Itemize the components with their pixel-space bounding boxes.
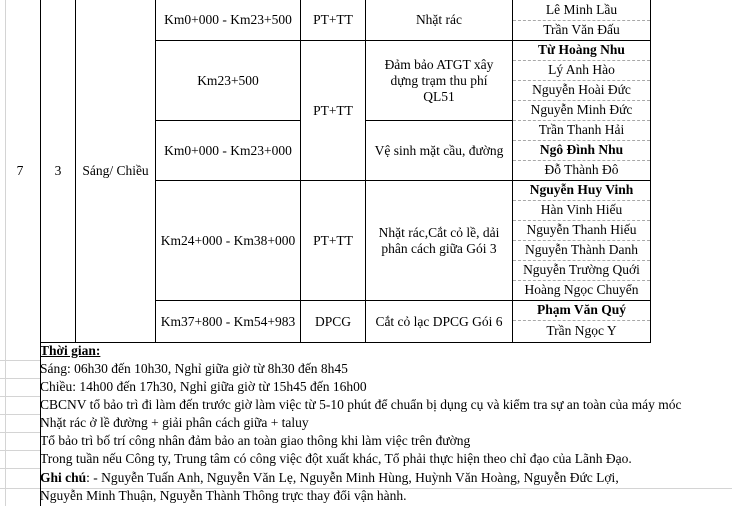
grid-line (0, 432, 40, 433)
note-ghichu-cont[interactable]: Nguyễn Minh Thuận, Nguyễn Thành Thông trực thay đổi vận hành. (40, 488, 407, 503)
grid-line (0, 414, 40, 415)
worker-name[interactable]: Nguyễn Hoài Đức (532, 82, 631, 97)
note-safety[interactable]: Tổ bảo trì bố trí công nhân đảm bảo an toàn giao thông khi làm việc trên đường (40, 433, 471, 448)
worker-name-lead[interactable]: Nguyễn Huy Vinh (529, 182, 634, 197)
ghichu-label: Ghi chú (40, 470, 87, 485)
task-cell[interactable]: Nhặt rác,Cắt cỏ lề, dải phân cách giữa Gói 3 (378, 224, 500, 256)
task-cell[interactable]: Vệ sinh mặt cầu, đường (374, 142, 504, 158)
worker-name[interactable]: Trần Ngọc Y (546, 323, 617, 338)
worker-name-lead[interactable]: Ngô Đình Nhu (539, 142, 624, 157)
worker-name[interactable]: Nguyễn Thanh Hiếu (526, 222, 637, 237)
route-cell[interactable]: Km37+800 - Km54+983 (160, 313, 296, 329)
grid-line (0, 450, 40, 451)
shift-cell[interactable]: Sáng/ Chiều (82, 163, 149, 178)
task-cell[interactable]: Nhặt rác (415, 12, 463, 27)
worker-name[interactable]: Nguyễn Minh Đức (530, 102, 633, 117)
grid-line (0, 468, 40, 469)
time-heading[interactable]: Thời gian: (40, 343, 101, 358)
group-cell[interactable]: 3 (54, 163, 62, 178)
worker-name-lead[interactable]: Từ Hoàng Nhu (538, 42, 625, 57)
method-cell[interactable]: PT+TT (313, 102, 353, 118)
worker-name[interactable]: Nguyễn Thành Danh (525, 242, 638, 257)
worker-name[interactable]: Hoàng Ngọc Chuyển (524, 282, 639, 297)
method-cell[interactable]: PT+TT (313, 232, 353, 248)
route-cell[interactable]: Km0+000 - Km23+500 (164, 12, 292, 27)
grid-line (0, 360, 40, 361)
worker-name[interactable]: Lê Minh Lầu (545, 2, 618, 17)
route-cell[interactable]: Km23+500 (197, 72, 259, 88)
worker-name[interactable]: Nguyễn Trường Quới (523, 262, 640, 277)
note-ghichu[interactable] (40, 469, 619, 487)
method-cell[interactable]: PT+TT (313, 12, 353, 27)
task-cell[interactable]: Đảm bảo ATGT xây dựng trạm thu phí QL51 (384, 56, 494, 104)
worker-name[interactable]: Lý Anh Hào (548, 62, 615, 77)
route-cell[interactable]: Km24+000 - Km38+000 (160, 232, 296, 248)
stt-cell[interactable]: 7 (16, 163, 24, 178)
task-cell[interactable]: Cắt cỏ lạc DPCG Gói 6 (375, 313, 503, 329)
note-afternoon[interactable]: Chiều: 14h00 đến 17h30, Nghỉ giữa giờ từ 15h45 đến 16h00 (40, 379, 367, 394)
worker-name[interactable]: Trần Thanh Hải (538, 122, 625, 137)
grid-line (0, 378, 40, 379)
route-cell[interactable]: Km0+000 - Km23+000 (164, 142, 292, 158)
note-trash[interactable]: Nhặt rác ở lề đường + giải phân cách giữa + taluy (40, 415, 309, 430)
worker-name[interactable]: Trần Văn Đấu (543, 22, 620, 37)
ghichu-line1: : - Nguyễn Tuấn Anh, Nguyễn Văn Lẹ, Nguyễn Minh Hùng, Huỳnh Văn Hoàng, Nguyễn Đức Lợi, (86, 470, 619, 485)
worker-name[interactable]: Hàn Vinh Hiếu (540, 202, 623, 217)
note-morning[interactable]: Sáng: 06h30 đến 10h30, Nghỉ giữa giờ từ 8h30 đến 8h45 (40, 361, 348, 376)
method-cell[interactable]: DPCG (314, 313, 351, 329)
worker-name[interactable]: Đỗ Thành Đô (544, 162, 619, 177)
grid-line (0, 396, 40, 397)
note-week[interactable]: Trong tuần nếu Công ty, Trung tâm có công việc đột xuất khác, Tổ phải thực hiện theo chỉ đạo của Lãnh Đạo. (40, 451, 632, 466)
worker-name-lead[interactable]: Phạm Văn Quý (536, 302, 627, 317)
note-cbcnv[interactable]: CBCNV tổ bảo trì đi làm đến trước giờ làm việc từ 5-10 phút để chuẩn bị dụng cụ và kiểm tra sự an toàn của máy móc (40, 397, 682, 412)
